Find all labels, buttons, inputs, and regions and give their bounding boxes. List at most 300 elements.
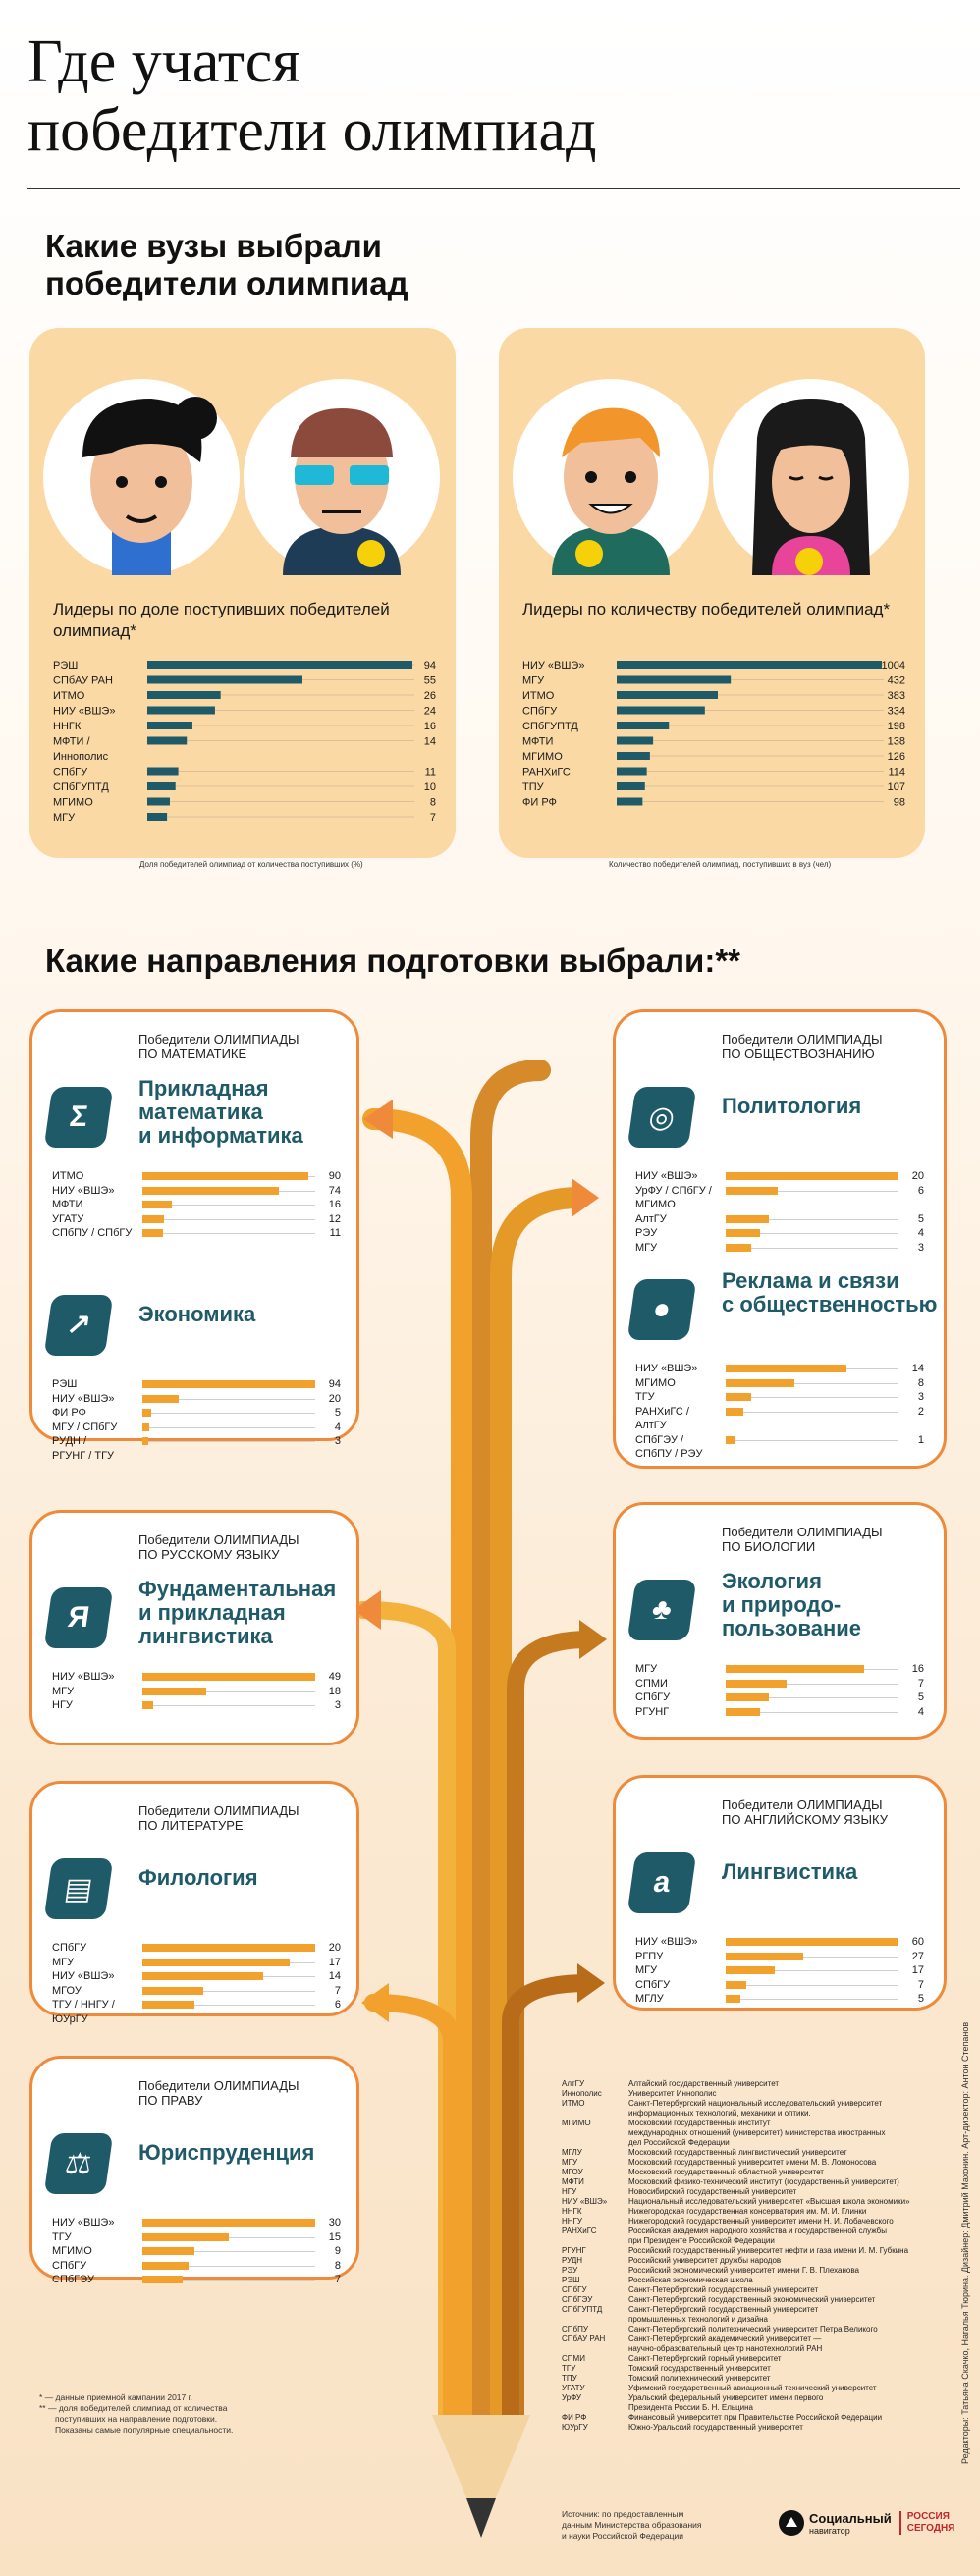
direction-row-bar — [726, 1408, 743, 1416]
footnote-1: * — данные приемной кампании 2017 г. — [39, 2392, 193, 2402]
credits: Редакторы: Татьяна Скачко, Наталья Тюрина. Дизайнер: Дмитрий Махонин. Арт-директор: Антон Степанов — [960, 2021, 970, 2464]
legend-full-name: Санкт-Петербургский государственный университет — [628, 2285, 819, 2294]
direction-title — [138, 1578, 336, 1648]
direction-row-value: 6 — [917, 1184, 924, 1197]
legend-row — [562, 2295, 954, 2305]
chart-value-label: 138 — [887, 735, 905, 748]
direction-row-bar — [142, 1688, 206, 1695]
source-line-1: Источник: по предоставленным — [562, 2509, 684, 2519]
direction-title-line: пользование — [722, 1616, 862, 1640]
direction-row-value: 8 — [334, 2259, 341, 2272]
brand-logo — [778, 2509, 954, 2537]
direction-title — [722, 1095, 861, 1118]
direction-row-label: РЭШ — [52, 1378, 78, 1390]
legend-full-name: Уральский федеральный университет имени первого — [628, 2393, 824, 2402]
direction-row-value: 7 — [917, 1677, 924, 1690]
letter-ya-icon: Я — [44, 1587, 114, 1648]
direction-row-bar — [142, 1423, 149, 1431]
direction-title-line: Фундаментальная — [138, 1577, 337, 1601]
legend-full-name: Нижегородский государственный университет имени Н. И. Лобачевского — [628, 2217, 894, 2226]
direction-title — [722, 1860, 857, 1884]
direction-row-value: 1 — [917, 1433, 924, 1446]
section1-title-line1: Какие вузы выбрали — [45, 228, 382, 264]
direction-row-track — [726, 1412, 898, 1413]
legend-row — [562, 2344, 954, 2354]
direction-row-label: РГПУ — [635, 1950, 664, 1962]
chart-value-label: 114 — [888, 766, 905, 778]
direction-row-bar — [726, 1938, 898, 1946]
direction-card-heading-line: Победители ОЛИМПИАДЫ — [722, 1525, 883, 1539]
legend-full-name: Московский государственный университет имени М. В. Ломоносова — [628, 2158, 877, 2167]
legend-row — [562, 2158, 954, 2168]
direction-row-track — [726, 1248, 898, 1249]
direction-row-bar — [726, 1966, 775, 1974]
direction-row-label: НГУ — [52, 1699, 73, 1711]
footnote-4: Показаны самые популярные специальности. — [55, 2425, 234, 2435]
direction-title-line: лингвистика — [138, 1624, 273, 1648]
direction-row-label: СПбГУ — [635, 1691, 671, 1703]
direction-row-label: МГУ — [635, 1964, 658, 1976]
direction-row-value: 30 — [328, 2217, 341, 2228]
book-icon: ▤ — [44, 1858, 114, 1919]
share-card-title: Лидеры по доле поступивших победителей олимпиад* — [53, 600, 390, 640]
direction-row-label: НИУ «ВШЭ» — [52, 2217, 115, 2228]
legend-row — [562, 2266, 954, 2276]
direction-row-bar — [726, 1244, 751, 1252]
direction-row-label: МГОУ — [52, 1984, 82, 1997]
chart-category-label: ННГК — [53, 721, 82, 732]
legend-full-name: Российский университет дружбы народов — [628, 2256, 782, 2265]
direction-row-bar — [142, 1187, 279, 1195]
legend-row — [562, 2315, 954, 2325]
main-title-line1: Где учатся — [27, 28, 300, 95]
legend-full-name: Санкт-Петербургский политехнический университет Петра Великого — [628, 2325, 878, 2334]
direction-title — [722, 1269, 937, 1316]
direction-row-value: 16 — [911, 1663, 924, 1675]
direction-title-line: Политология — [722, 1094, 862, 1118]
direction-row-label: СПбПУ / СПбГУ — [52, 1227, 133, 1239]
direction-card-law — [29, 2056, 359, 2285]
legend-abbreviation: МГОУ — [562, 2168, 583, 2176]
main-title-line2: победители олимпиад — [27, 97, 597, 164]
direction-title — [138, 2141, 314, 2165]
legend-abbreviation: СПбГЭУ — [562, 2295, 593, 2304]
direction-row-bar — [142, 1987, 203, 1995]
direction-row-track — [142, 1233, 315, 1234]
legend-full-name: Московский государственный институт — [628, 2119, 771, 2127]
direction-row-label: НИУ «ВШЭ» — [52, 1392, 115, 1405]
legend-row — [562, 2384, 954, 2393]
legend-row — [562, 2227, 954, 2236]
direction-title — [138, 1303, 255, 1326]
direction-row-label: ТГУ / ННГУ / — [52, 1999, 115, 2011]
legend-abbreviation: РЭУ — [562, 2266, 578, 2275]
direction-row-value: 4 — [917, 1227, 924, 1239]
letter-a-icon: a — [627, 1852, 697, 1913]
direction-title-line: Лингвистика — [722, 1859, 858, 1884]
direction-row-bar — [726, 1708, 760, 1716]
legend-abbreviation: НИУ «ВШЭ» — [562, 2197, 608, 2206]
direction-title-line: и информатика — [138, 1123, 303, 1148]
magnifier-icon: ◎ — [627, 1087, 697, 1148]
direction-row-track — [142, 1219, 315, 1220]
direction-title-line: Филология — [138, 1865, 258, 1890]
chart-category-label: СПбГУ — [53, 766, 88, 778]
direction-title-line: Юриспруденция — [138, 2140, 315, 2165]
direction-title-line: Экономика — [138, 1302, 256, 1326]
direction-row-label: МГУ — [52, 1956, 75, 1968]
direction-row-label: МГИМО — [635, 1376, 676, 1389]
legend-abbreviation: ФИ РФ — [562, 2413, 587, 2422]
legend-row — [562, 2354, 954, 2364]
chart-value-label: 432 — [887, 674, 905, 687]
legend-abbreviation: СПбАУ РАН — [562, 2334, 606, 2343]
source-line-3: и науки Российской Федерации — [562, 2531, 683, 2541]
direction-row-bar — [142, 1944, 315, 1952]
abbreviation-legend — [562, 2079, 954, 2433]
brand-name-2: навигатор — [809, 2525, 850, 2536]
legend-abbreviation: УГАТУ — [562, 2384, 585, 2392]
legend-abbreviation: СПбГУПТД — [562, 2305, 603, 2314]
chart-category-label: ИТМО — [522, 690, 555, 702]
direction-card-heading-line: ПО ЛИТЕРАТУРЕ — [138, 1818, 244, 1833]
legend-full-name: Российская экономическая школа — [628, 2276, 753, 2284]
direction-row-bar — [726, 1693, 769, 1701]
direction-title — [138, 1866, 258, 1890]
direction-row-value: 49 — [328, 1671, 341, 1683]
direction-row-label: СПбГЭУ — [52, 2274, 95, 2285]
legend-abbreviation: МФТИ — [562, 2177, 584, 2186]
legend-row — [562, 2128, 954, 2138]
direction-row-bar — [142, 1959, 290, 1966]
chart-category-label: ИТМО — [53, 690, 85, 702]
legend-row — [562, 2197, 954, 2207]
legend-abbreviation: МГИМО — [562, 2119, 591, 2127]
direction-row-value: 5 — [917, 1212, 924, 1225]
direction-row-bar — [142, 1380, 315, 1388]
direction-card-heading-line: ПО АНГЛИЙСКОМУ ЯЗЫКУ — [722, 1812, 889, 1827]
direction-row-label: УГАТУ — [52, 1212, 84, 1225]
person-icon: ● — [627, 1279, 697, 1340]
direction-row-value: 16 — [328, 1199, 341, 1210]
direction-row-value: 17 — [328, 1956, 341, 1968]
chart-category-label: МФТИ / — [53, 735, 90, 748]
direction-row-label: РЭУ — [635, 1227, 658, 1239]
leaf-icon: ♣ — [627, 1580, 697, 1640]
direction-row-bar — [142, 2219, 315, 2227]
direction-row-bar — [142, 2262, 189, 2270]
chart-category-label: ТПУ — [522, 781, 544, 793]
chart-value-label: 126 — [887, 751, 905, 763]
chart-value-label: 198 — [887, 721, 905, 732]
legend-full-name: Томский политехнический университет — [628, 2374, 771, 2383]
direction-row-value: 7 — [334, 1984, 341, 1997]
direction-title — [722, 1570, 861, 1640]
direction-row-bar — [142, 2247, 194, 2255]
direction-card-heading-line: Победители ОЛИМПИАДЫ — [722, 1798, 883, 1812]
direction-row-track — [726, 1440, 898, 1441]
legend-full-name: Московский физико-технический институт (государственный университет) — [628, 2177, 899, 2186]
direction-row-value: 9 — [334, 2245, 341, 2257]
legend-row — [562, 2207, 954, 2217]
legend-full-name: Уфимский государственный авиационный технический университет — [628, 2384, 877, 2392]
direction-row-track — [726, 1985, 898, 1986]
legend-abbreviation: РУДН — [562, 2256, 583, 2265]
direction-row-label: АлтГУ — [635, 1420, 667, 1431]
legend-abbreviation: СПМИ — [562, 2354, 585, 2363]
direction-card-heading-line: ПО ОБЩЕСТВОЗНАНИЮ — [722, 1046, 875, 1061]
legend-row — [562, 2285, 954, 2295]
legend-abbreviation: ТГУ — [562, 2364, 576, 2373]
direction-row-value: 20 — [328, 1942, 341, 1954]
direction-card-heading-line: ПО ПРАВУ — [138, 2093, 203, 2108]
legend-full-name: Санкт-Петербургский государственный экономический университет — [628, 2295, 876, 2304]
brand-name-1: Социальный — [809, 2510, 892, 2526]
direction-row-value: 11 — [329, 1227, 341, 1239]
direction-row-bar — [142, 2233, 229, 2241]
direction-row-label: РАНХиГС / — [635, 1405, 689, 1418]
ria-logo-line-1: РОССИЯ — [906, 2511, 950, 2522]
direction-card-heading-line: ПО БИОЛОГИИ — [722, 1539, 816, 1554]
direction-card-heading — [138, 2078, 299, 2108]
legend-abbreviation: МГЛУ — [562, 2148, 582, 2157]
direction-row-value: 3 — [917, 1391, 924, 1403]
direction-row-track — [142, 1705, 315, 1706]
legend-row — [562, 2276, 954, 2285]
direction-row-track — [142, 1427, 315, 1428]
direction-row-label: ТГУ — [635, 1391, 655, 1403]
direction-row-bar — [726, 1379, 794, 1387]
direction-card-literature — [29, 1781, 359, 2025]
direction-row-track — [142, 1441, 315, 1442]
direction-row-value: 20 — [328, 1392, 341, 1405]
direction-row-bar — [726, 1680, 787, 1688]
direction-row-label: СПбГУ — [52, 2259, 87, 2272]
legend-full-name: промышленных технологий и дизайна — [628, 2315, 768, 2324]
chart-category-label: МФТИ — [522, 735, 554, 748]
direction-card-biology — [613, 1502, 947, 1740]
direction-row-bar — [142, 1395, 179, 1403]
direction-row-value: 14 — [328, 1970, 341, 1982]
legend-row — [562, 2089, 954, 2099]
direction-row-value: 3 — [917, 1241, 924, 1254]
direction-row-value: 7 — [917, 1978, 924, 1991]
legend-full-name: Российский государственный университет нефти и газа имени И. М. Губкина — [628, 2246, 909, 2255]
direction-card-math — [29, 1009, 359, 1462]
legend-full-name: международных отношений (университет) министерства иностранных — [628, 2128, 886, 2137]
footnote-2: ** — доля победителей олимпиад от количества — [39, 2403, 228, 2413]
direction-row-label: НИУ «ВШЭ» — [635, 1363, 698, 1374]
direction-title-line: с общественностью — [722, 1292, 938, 1316]
direction-row-bar — [142, 2276, 183, 2283]
direction-row-bar — [726, 1995, 740, 2003]
direction-row-label: НИУ «ВШЭ» — [635, 1936, 698, 1948]
legend-row — [562, 2168, 954, 2177]
chart-category-label: СПбГУПТД — [53, 781, 109, 793]
direction-row-label: НИУ «ВШЭ» — [635, 1170, 698, 1182]
chart-value-label: 1004 — [881, 660, 905, 671]
legend-row — [562, 2364, 954, 2374]
direction-card-heading-line: Победители ОЛИМПИАДЫ — [722, 1032, 883, 1046]
direction-card-heading — [138, 1032, 299, 1061]
direction-card-heading-line: Победители ОЛИМПИАДЫ — [138, 1532, 299, 1547]
direction-row-value: 74 — [328, 1184, 341, 1197]
chart-value-label: 24 — [423, 705, 436, 718]
direction-row-label: НИУ «ВШЭ» — [52, 1970, 115, 1982]
direction-card-social — [613, 1009, 947, 1469]
direction-card-heading — [722, 1032, 883, 1061]
direction-card-heading-line: Победители ОЛИМПИАДЫ — [138, 1803, 299, 1818]
chart-category-label: НИУ «ВШЭ» — [53, 705, 116, 718]
legend-full-name: Московский государственный областной университет — [628, 2168, 824, 2176]
chart-value-label: 11 — [424, 766, 436, 778]
legend-row — [562, 2325, 954, 2334]
legend-row — [562, 2177, 954, 2187]
direction-row-label: МГИМО — [635, 1199, 676, 1210]
chart-value-label: 98 — [893, 796, 905, 809]
direction-title-line: и прикладная — [138, 1600, 286, 1625]
legend-abbreviation: МГУ — [562, 2158, 578, 2167]
direction-row-value: 7 — [334, 2274, 341, 2285]
legend-row — [562, 2374, 954, 2384]
legend-full-name: дел Российской Федерации — [628, 2138, 730, 2147]
direction-row-bar — [142, 1215, 164, 1223]
legend-full-name: Нижегородская государственная консерватория им. М. И. Глинки — [628, 2207, 867, 2216]
legend-abbreviation: СПбГУ — [562, 2285, 587, 2294]
direction-row-value: 4 — [917, 1705, 924, 1718]
chart-category-label: НИУ «ВШЭ» — [522, 660, 585, 671]
legend-row — [562, 2334, 954, 2344]
legend-full-name: Российский экономический университет имени Г. В. Плеханова — [628, 2266, 859, 2275]
direction-row-track — [726, 1397, 898, 1398]
chart-value-label: 334 — [887, 705, 905, 718]
legend-full-name: Санкт-Петербургский академический университет — — [628, 2334, 822, 2343]
direction-row-track — [142, 1413, 315, 1414]
direction-card-heading-line: ПО РУССКОМУ ЯЗЫКУ — [138, 1547, 280, 1562]
legend-row — [562, 2236, 954, 2246]
direction-row-value: 14 — [911, 1363, 924, 1374]
direction-row-bar — [142, 1972, 263, 1980]
legend-row — [562, 2187, 954, 2197]
chart-value-label: 55 — [423, 674, 436, 687]
chart-value-label: 8 — [429, 796, 436, 809]
chart-value-label: 107 — [887, 781, 905, 793]
legend-row — [562, 2109, 954, 2119]
direction-card-russian — [29, 1510, 359, 1745]
legend-abbreviation: УрФУ — [562, 2393, 581, 2402]
ria-logo — [899, 2511, 955, 2535]
direction-row-value: 27 — [911, 1950, 924, 1962]
direction-row-value: 12 — [328, 1212, 341, 1225]
direction-row-bar — [726, 1665, 864, 1673]
direction-row-bar — [142, 1409, 151, 1417]
source-line-2: данным Министерства образования — [562, 2520, 702, 2530]
direction-row-bar — [142, 1201, 172, 1208]
direction-row-bar — [726, 1172, 898, 1180]
direction-row-value: 3 — [334, 1699, 341, 1711]
legend-abbreviation: СПбПУ — [562, 2325, 588, 2334]
legend-abbreviation: ИТМО — [562, 2099, 585, 2108]
legend-row — [562, 2099, 954, 2109]
brand-hand-icon — [778, 2509, 805, 2537]
count-axis-note: Количество победителей олимпиад, поступивших в вуз (чел) — [609, 860, 832, 869]
chart-category-label: Иннополис — [53, 751, 109, 763]
direction-row-bar — [142, 1701, 153, 1709]
legend-abbreviation: ЮУрГУ — [562, 2423, 588, 2432]
legend-row — [562, 2423, 954, 2433]
legend-row — [562, 2246, 954, 2256]
direction-row-bar — [726, 1981, 746, 1989]
direction-title — [138, 1077, 303, 1148]
legend-abbreviation: РГУНГ — [562, 2246, 586, 2255]
legend-row — [562, 2138, 954, 2148]
direction-card-english — [613, 1775, 947, 2011]
direction-row-label: АлтГУ — [635, 1212, 667, 1225]
legend-row — [562, 2217, 954, 2227]
footnotes — [39, 2392, 233, 2436]
direction-row-label: МГИМО — [52, 2245, 92, 2257]
direction-row-value: 18 — [328, 1685, 341, 1697]
direction-row-value: 5 — [334, 1407, 341, 1419]
legend-abbreviation: ННГК — [562, 2207, 582, 2216]
legend-full-name: Президента России Б. Н. Ельцина — [628, 2403, 753, 2412]
direction-row-label: РУДН / — [52, 1435, 87, 1447]
legend-abbreviation: АлтГУ — [562, 2079, 585, 2088]
chart-value-label: 383 — [887, 690, 905, 702]
direction-card-heading — [722, 1798, 888, 1827]
direction-row-bar — [726, 1365, 846, 1372]
chart-category-label: МГУ — [522, 674, 545, 687]
count-card-title: Лидеры по количеству победителей олимпиад* — [522, 600, 891, 618]
direction-row-label: ФИ РФ — [52, 1407, 86, 1419]
direction-title-line: Прикладная — [138, 1076, 269, 1100]
direction-row-value: 6 — [334, 1999, 341, 2011]
legend-full-name: Томский государственный университет — [628, 2364, 771, 2373]
legend-full-name: Московский государственный лингвистический университет — [628, 2148, 847, 2157]
direction-row-value: 2 — [917, 1405, 924, 1418]
direction-row-label: УрФУ / СПбГУ / — [635, 1184, 712, 1197]
direction-row-value: 20 — [911, 1170, 924, 1182]
direction-row-label: МГУ — [52, 1685, 75, 1697]
legend-abbreviation: РАНХиГС — [562, 2227, 597, 2235]
direction-row-bar — [726, 1393, 751, 1401]
legend-full-name: Южно-Уральский государственный университет — [628, 2423, 803, 2432]
direction-row-value: 60 — [911, 1936, 924, 1948]
chart-icon: ↗ — [44, 1295, 114, 1356]
legend-full-name: Алтайский государственный университет — [628, 2079, 780, 2088]
legend-row — [562, 2079, 954, 2089]
legend-abbreviation: НГУ — [562, 2187, 577, 2196]
direction-row-track — [726, 1999, 898, 2000]
direction-row-label: МГЛУ — [635, 1993, 664, 2005]
direction-row-label: НИУ «ВШЭ» — [52, 1671, 115, 1683]
direction-row-label: ЮУрГУ — [52, 2012, 88, 2025]
direction-row-value: 5 — [917, 1993, 924, 2005]
direction-title-line: и природо- — [722, 1592, 842, 1617]
share-axis-note: Доля победителей олимпиад от количества поступивших (%) — [139, 860, 363, 869]
chart-value-label: 16 — [423, 721, 436, 732]
direction-row-label: СПбГУ — [635, 1978, 671, 1991]
chart-category-label: СПбАУ РАН — [53, 674, 113, 687]
direction-row-bar — [726, 1436, 735, 1444]
direction-title-line: математика — [138, 1100, 263, 1124]
direction-row-value: 15 — [328, 2230, 341, 2243]
chart-category-label: МГИМО — [522, 751, 563, 763]
direction-card-heading — [138, 1532, 299, 1562]
sigma-icon: Σ — [44, 1087, 114, 1148]
direction-title-line: Реклама и связи — [722, 1268, 899, 1293]
legend-abbreviation: ННГУ — [562, 2217, 582, 2226]
